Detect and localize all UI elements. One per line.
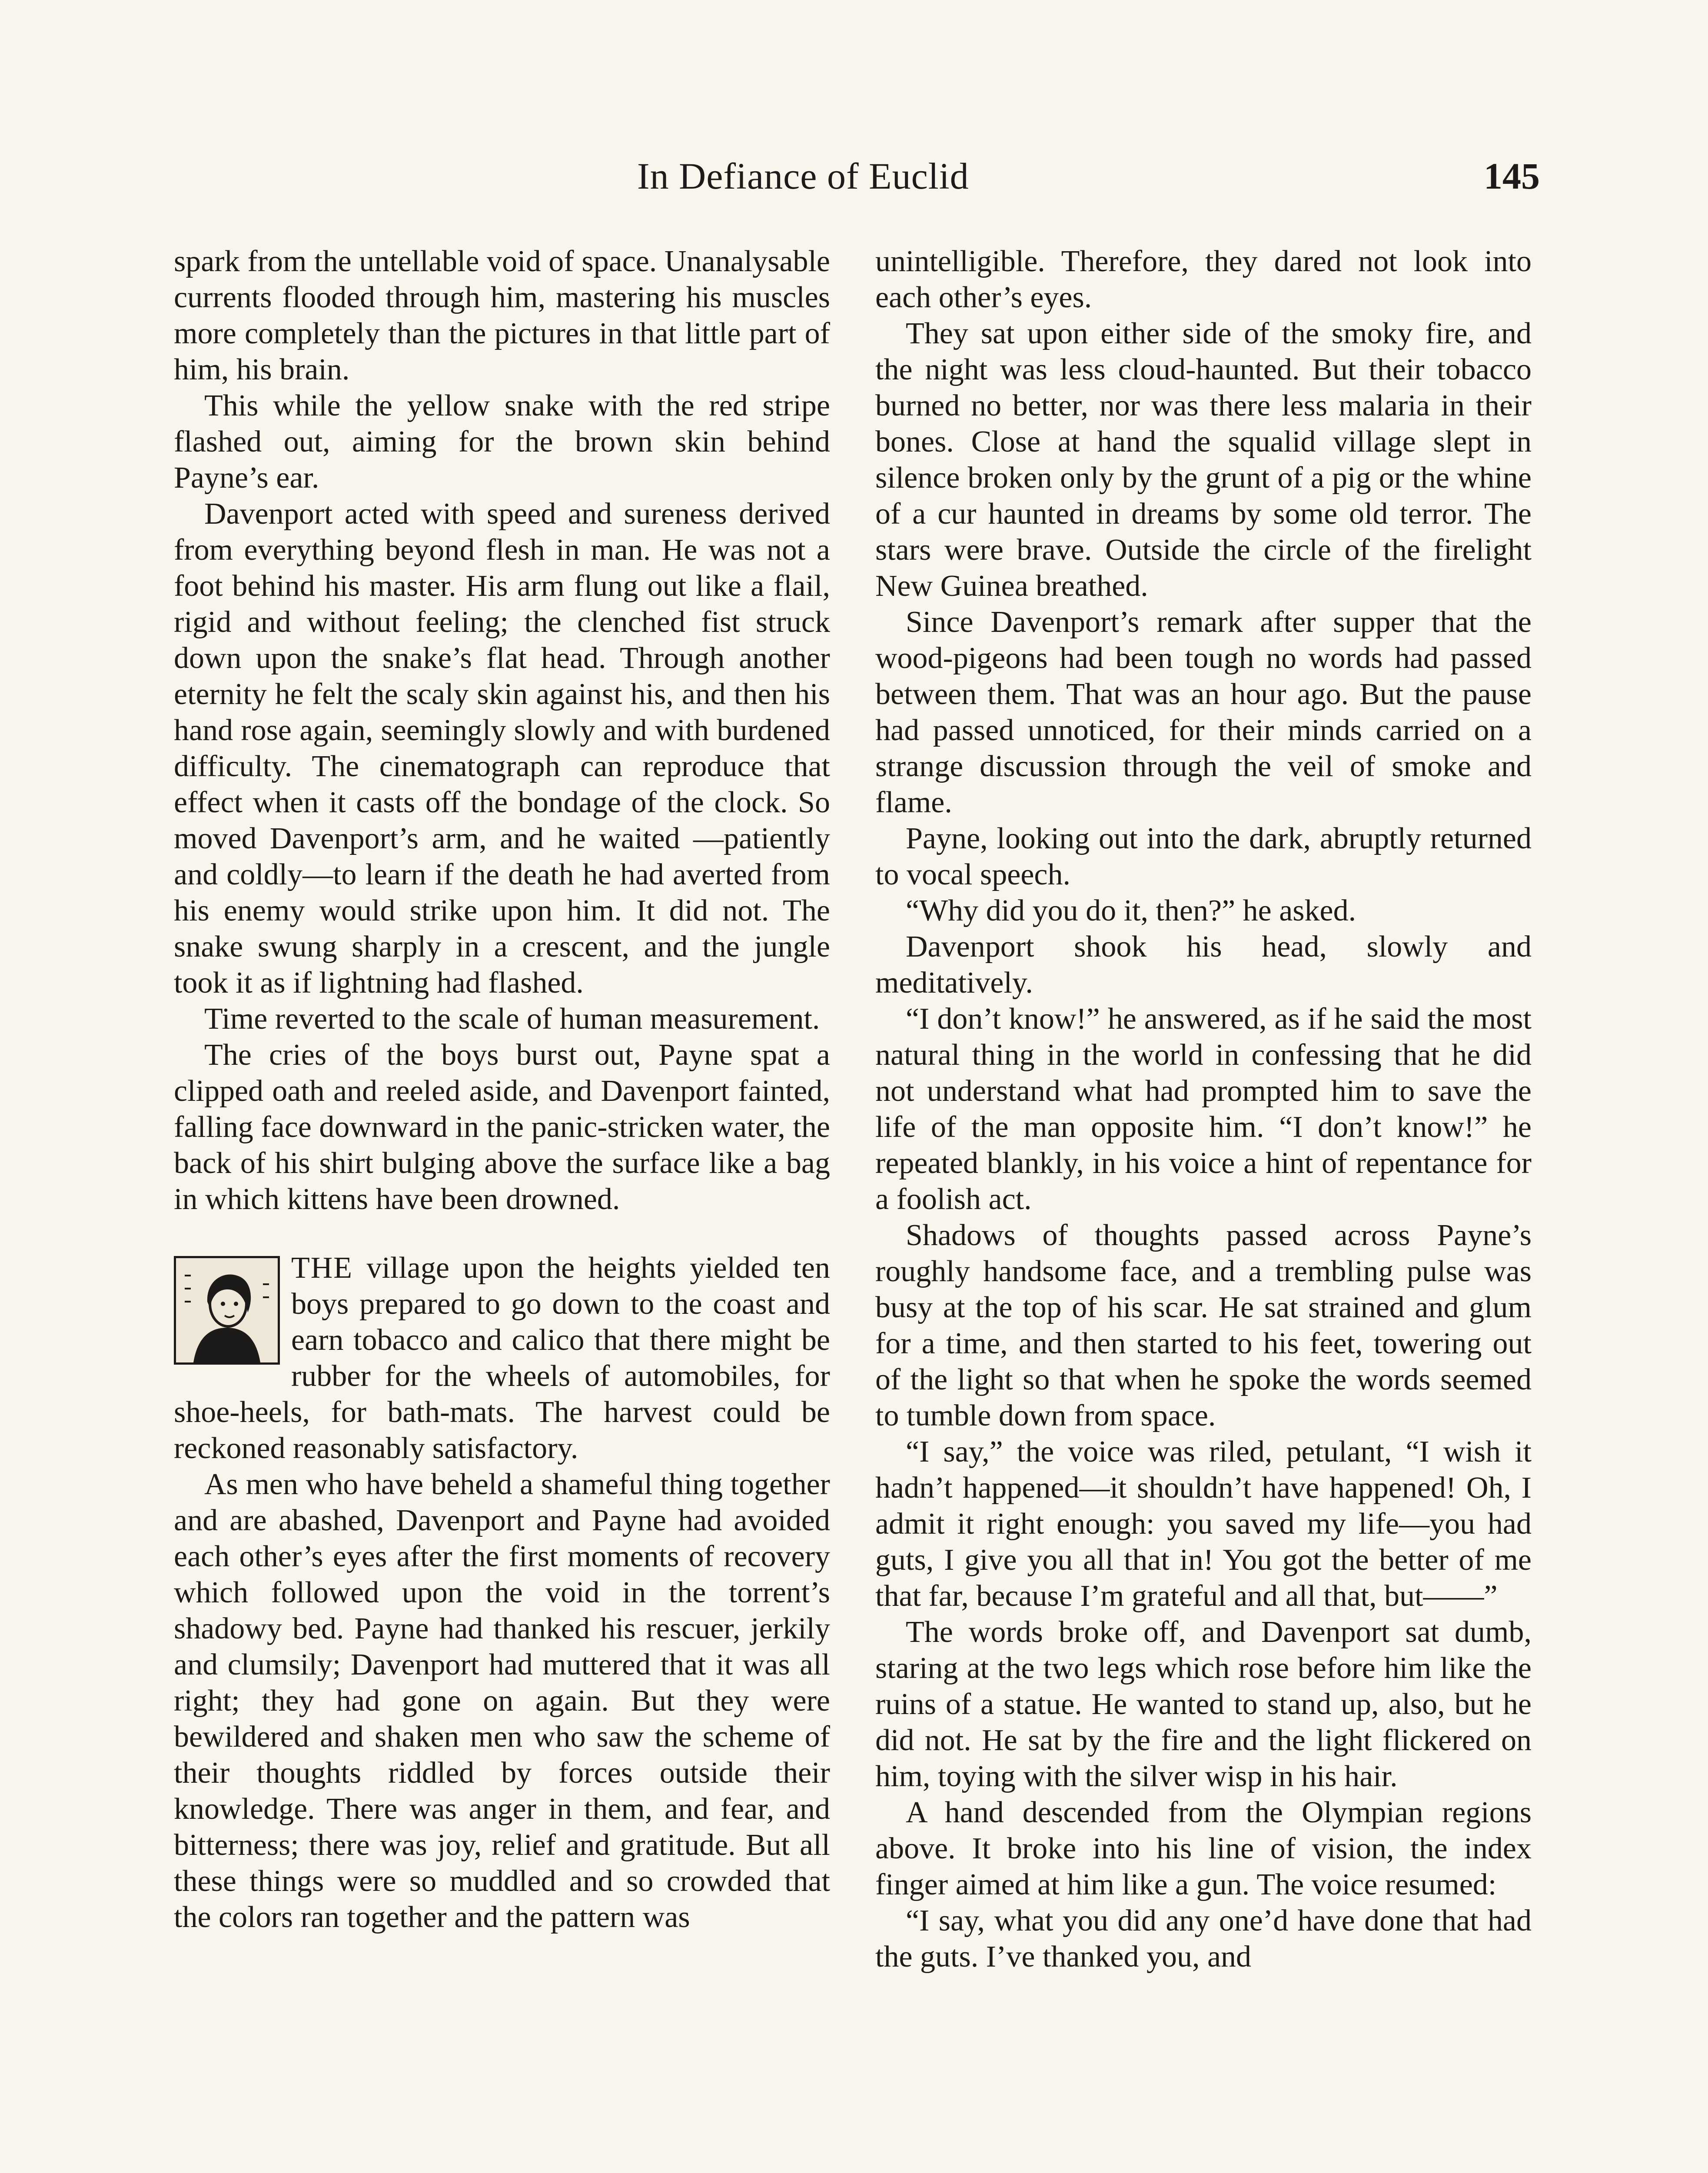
paragraph: They sat upon either side of the smoky fire, and the night was less cloud-haunted. But their tobacco burned no better, nor was there less malaria in their bones. Close at hand the squalid village slept in silence broken only by the grunt of a pig or the whine of a cur haunted in dreams by some old terror. The stars were brave. Outside the circle of the firelight New Guinea breathed. [875, 317, 1532, 603]
paragraph: “I say, what you did any one’d have done that had the guts. I’ve thanked you, and [875, 1904, 1532, 1974]
paragraph-text: village upon the heights yielded ten boys prepared to go down to the coast and earn tobacco and calico that there might be rubber for the wheels of automobiles, for shoe-heels, for bath-mats. The harvest could be reckoned reasonably satisfactory. [174, 1251, 830, 1465]
right-column [875, 243, 1532, 1975]
paragraph: Time reverted to the scale of human measurement. [204, 1002, 820, 1036]
paragraph: A hand descended from the Olympian regions above. It broke into his line of vision, the index finger aimed at him like a gun. The voice resumed: [875, 1796, 1532, 1901]
section-opening-paragraph [174, 1250, 830, 1466]
paragraph: The cries of the boys burst out, Payne spat a clipped oath and reeled aside, and Davenport fainted, falling face downward in the panic-stricken water, the back of his shirt bulging above the surface like a bag in which kittens have been drowned. [174, 1038, 830, 1216]
paragraph: As men who have beheld a shameful thing together and are abashed, Davenport and Payne had avoided each other’s eyes after the first moments of recovery which followed upon the void in the torrent’s shadowy bed. Payne had thanked his rescuer, jerkily and clumsily; Davenport had muttered that it was all right; they had gone on again. But they were bewildered and shaken men who saw the scheme of their thoughts riddled by forces outside their knowledge. There was anger in them, and fear, and bitterness; there was joy, relief and gratitude. But all these things were so muddled and so crowded that the colors ran together and the pattern was [174, 1468, 830, 1934]
paragraph: spark from the untellable void of space. Unanalysable currents flooded through him, mastering his muscles more completely than the pictures in that little part of him, his brain. [174, 245, 830, 386]
paragraph: Since Davenport’s remark after supper that the wood-pigeons had been tough no words had passed between them. That was an hour ago. But the pause had passed unnoticed, for their minds carried on a strange discussion through the veil of smoke and flame. [875, 605, 1532, 819]
paragraph: Shadows of thoughts passed across Payne’s roughly handsome face, and a trembling pulse was busy at the top of his scar. He sat strained and glum for a time, and then started to his feet, towering out of the light so that when he spoke the words seemed to tumble down from space. [875, 1219, 1532, 1432]
section-break [174, 1217, 830, 1250]
section-opening-word: THE [291, 1251, 353, 1285]
paragraph: Payne, looking out into the dark, abruptly returned to vocal speech. [875, 822, 1532, 891]
portrait-vignette-icon [174, 1256, 280, 1365]
paragraph: Davenport shook his head, slowly and meditatively. [875, 930, 1532, 1000]
running-head: In Defiance of Euclid [637, 155, 969, 197]
paragraph: Davenport acted with speed and sureness derived from everything beyond flesh in man. He was not a foot behind his master. His arm flung out like a flail, rigid and without feeling; the clenched fist struck down upon the snake’s flat head. Through another eternity he felt the scaly skin against his, and then his hand rose again, seemingly slowly and with burdened difficulty. The cinematograph can reproduce that effect when it casts off the bondage of the clock. So moved Davenport’s arm, and he waited —patiently and coldly—to learn if the death he had averted from his enemy would strike upon him. It did not. The snake swung sharply in a crescent, and the jungle took it as if lightning had flashed. [174, 497, 830, 1000]
left-column [174, 243, 830, 1935]
paragraph: “Why did you do it, then?” he asked. [906, 894, 1356, 927]
paragraph: unintelligible. Therefore, they dared not look into each other’s eyes. [875, 245, 1532, 314]
paragraph: This while the yellow snake with the red stripe flashed out, aiming for the brown skin behind Payne’s ear. [174, 389, 830, 495]
paragraph: “I say,” the voice was riled, petulant, “I wish it hadn’t happened—it shouldn’t have happened! Oh, I admit it right enough: you saved my life—you had guts, I give you all that in! You got the better of me that far, because I’m grateful and all that, but——” [875, 1435, 1532, 1613]
page-number: 145 [1484, 155, 1540, 197]
paragraph: The words broke off, and Davenport sat dumb, staring at the two legs which rose before him like the ruins of a statue. He wanted to stand up, also, but he did not. He sat by the fire and the light flickered on him, toying with the silver wisp in his hair. [875, 1615, 1532, 1793]
paragraph: “I don’t know!” he answered, as if he said the most natural thing in the world in confessing that he did not understand what had prompted him to save the life of the man opposite him. “I don’t know!” he repeated blankly, in his voice a hint of repentance for a foolish act. [875, 1002, 1532, 1216]
